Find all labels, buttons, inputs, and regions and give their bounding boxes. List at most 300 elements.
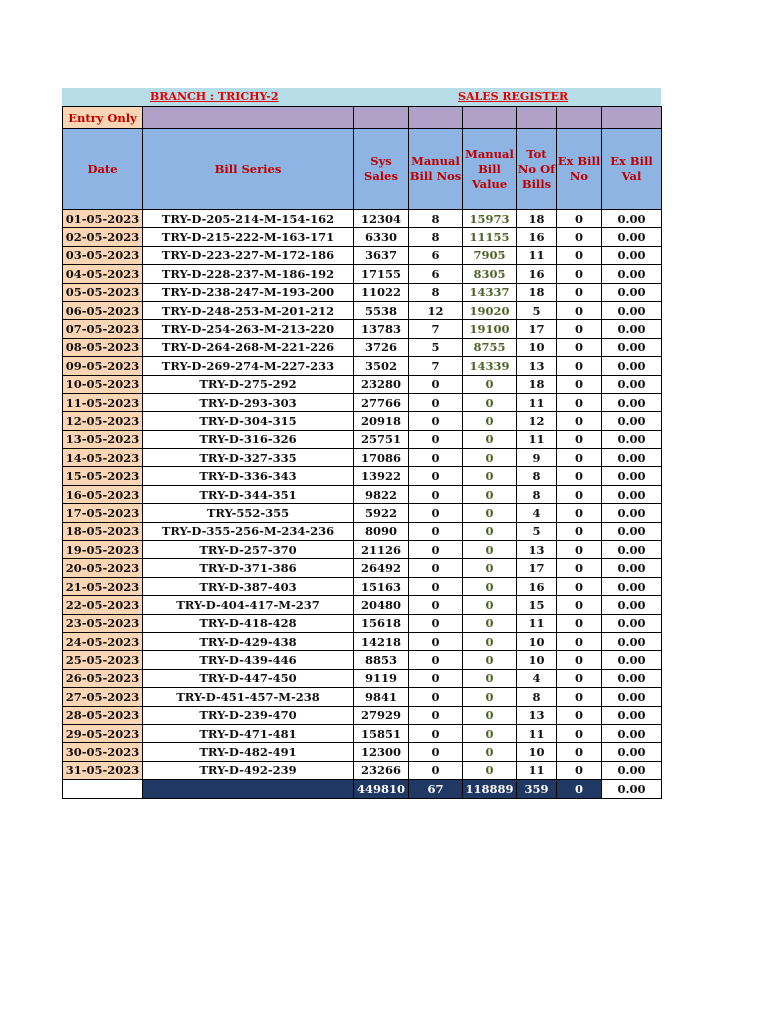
sys-sales-cell: 9822 xyxy=(354,485,409,503)
sales-table xyxy=(62,106,662,799)
col-header-manual-bill-value: Manual Bill Value xyxy=(463,129,517,210)
ex-bill-val-cell: 0.00 xyxy=(602,669,662,687)
manual-bill-nos-cell: 8 xyxy=(409,228,463,246)
manual-bill-value-cell: 0 xyxy=(463,467,517,485)
ex-bill-val-cell: 0.00 xyxy=(602,761,662,779)
table-row xyxy=(63,743,662,761)
sys-sales-cell: 17086 xyxy=(354,449,409,467)
sys-sales-cell: 12300 xyxy=(354,743,409,761)
manual-bill-nos-cell: 7 xyxy=(409,357,463,375)
sys-sales-cell: 27766 xyxy=(354,393,409,411)
tot-no-of-bills-cell: 16 xyxy=(517,577,557,595)
sys-sales-cell: 11022 xyxy=(354,283,409,301)
sys-sales-cell: 23280 xyxy=(354,375,409,393)
total-ex-bill-no: 0 xyxy=(557,780,602,799)
table-row xyxy=(63,265,662,283)
ex-bill-val-cell: 0.00 xyxy=(602,265,662,283)
tot-no-of-bills-cell: 13 xyxy=(517,357,557,375)
bill-series-cell: TRY-D-205-214-M-154-162 xyxy=(143,210,354,228)
bill-series-cell: TRY-D-257-370 xyxy=(143,541,354,559)
bill-series-cell: TRY-D-275-292 xyxy=(143,375,354,393)
manual-bill-value-cell: 0 xyxy=(463,577,517,595)
total-sys-sales: 449810 xyxy=(354,780,409,799)
ex-bill-no-cell: 0 xyxy=(557,246,602,264)
manual-bill-nos-cell: 0 xyxy=(409,559,463,577)
ex-bill-no-cell: 0 xyxy=(557,541,602,559)
tot-no-of-bills-cell: 11 xyxy=(517,761,557,779)
manual-bill-value-cell: 0 xyxy=(463,761,517,779)
ex-bill-no-cell: 0 xyxy=(557,393,602,411)
sys-sales-cell: 5922 xyxy=(354,504,409,522)
table-row xyxy=(63,522,662,540)
sys-sales-cell: 3637 xyxy=(354,246,409,264)
table-row xyxy=(63,283,662,301)
tot-no-of-bills-cell: 12 xyxy=(517,412,557,430)
ex-bill-no-cell: 0 xyxy=(557,504,602,522)
manual-bill-value-cell: 14339 xyxy=(463,357,517,375)
bill-series-cell: TRY-D-492-239 xyxy=(143,761,354,779)
tot-no-of-bills-cell: 13 xyxy=(517,541,557,559)
manual-bill-nos-cell: 0 xyxy=(409,412,463,430)
tot-no-of-bills-cell: 18 xyxy=(517,375,557,393)
date-cell: 12-05-2023 xyxy=(63,412,143,430)
date-cell: 18-05-2023 xyxy=(63,522,143,540)
ex-bill-val-cell: 0.00 xyxy=(602,246,662,264)
total-manual-bill-nos: 67 xyxy=(409,780,463,799)
date-cell: 09-05-2023 xyxy=(63,357,143,375)
manual-bill-value-cell: 7905 xyxy=(463,246,517,264)
date-cell: 15-05-2023 xyxy=(63,467,143,485)
ex-bill-val-cell: 0.00 xyxy=(602,210,662,228)
ex-bill-val-cell: 0.00 xyxy=(602,706,662,724)
ex-bill-val-cell: 0.00 xyxy=(602,283,662,301)
manual-bill-value-cell: 0 xyxy=(463,449,517,467)
bill-series-cell: TRY-D-293-303 xyxy=(143,393,354,411)
sys-sales-cell: 14218 xyxy=(354,632,409,650)
table-row xyxy=(63,320,662,338)
ex-bill-val-cell: 0.00 xyxy=(602,596,662,614)
date-cell: 08-05-2023 xyxy=(63,338,143,356)
ex-bill-val-cell: 0.00 xyxy=(602,449,662,467)
bill-series-cell: TRY-D-344-351 xyxy=(143,485,354,503)
ex-bill-val-cell: 0.00 xyxy=(602,228,662,246)
sys-sales-cell: 15163 xyxy=(354,577,409,595)
col-header-ex-bill-val: Ex Bill Val xyxy=(602,129,662,210)
manual-bill-nos-cell: 0 xyxy=(409,669,463,687)
ex-bill-no-cell: 0 xyxy=(557,357,602,375)
tot-no-of-bills-cell: 11 xyxy=(517,393,557,411)
manual-bill-value-cell: 0 xyxy=(463,541,517,559)
table-row xyxy=(63,706,662,724)
date-cell: 31-05-2023 xyxy=(63,761,143,779)
sys-sales-cell: 15851 xyxy=(354,724,409,742)
manual-bill-nos-cell: 0 xyxy=(409,632,463,650)
ex-bill-val-cell: 0.00 xyxy=(602,412,662,430)
manual-bill-value-cell: 15973 xyxy=(463,210,517,228)
date-cell: 23-05-2023 xyxy=(63,614,143,632)
sales-register-sheet xyxy=(62,88,661,799)
manual-bill-nos-cell: 0 xyxy=(409,541,463,559)
title-band xyxy=(62,88,661,106)
date-cell: 05-05-2023 xyxy=(63,283,143,301)
bill-series-cell: TRY-D-239-470 xyxy=(143,706,354,724)
date-cell: 26-05-2023 xyxy=(63,669,143,687)
table-row xyxy=(63,449,662,467)
ex-bill-no-cell: 0 xyxy=(557,210,602,228)
table-row xyxy=(63,632,662,650)
bill-series-cell: TRY-D-404-417-M-237 xyxy=(143,596,354,614)
col-header-date: Date xyxy=(63,129,143,210)
tot-no-of-bills-cell: 15 xyxy=(517,596,557,614)
sys-sales-cell: 20918 xyxy=(354,412,409,430)
manual-bill-nos-cell: 0 xyxy=(409,449,463,467)
bill-series-cell: TRY-D-387-403 xyxy=(143,577,354,595)
bill-series-cell: TRY-D-238-247-M-193-200 xyxy=(143,283,354,301)
date-cell: 04-05-2023 xyxy=(63,265,143,283)
manual-bill-nos-cell: 6 xyxy=(409,265,463,283)
sys-sales-cell: 9119 xyxy=(354,669,409,687)
table-row xyxy=(63,577,662,595)
entry-cell[interactable] xyxy=(143,107,354,129)
table-row xyxy=(63,412,662,430)
ex-bill-val-cell: 0.00 xyxy=(602,357,662,375)
ex-bill-no-cell: 0 xyxy=(557,632,602,650)
ex-bill-no-cell: 0 xyxy=(557,688,602,706)
manual-bill-value-cell: 0 xyxy=(463,375,517,393)
ex-bill-val-cell: 0.00 xyxy=(602,724,662,742)
ex-bill-val-cell: 0.00 xyxy=(602,688,662,706)
ex-bill-no-cell: 0 xyxy=(557,522,602,540)
bill-series-cell: TRY-D-304-315 xyxy=(143,412,354,430)
ex-bill-no-cell: 0 xyxy=(557,338,602,356)
sys-sales-cell: 9841 xyxy=(354,688,409,706)
sys-sales-cell: 3726 xyxy=(354,338,409,356)
manual-bill-value-cell: 19100 xyxy=(463,320,517,338)
bill-series-cell: TRY-552-355 xyxy=(143,504,354,522)
date-cell: 01-05-2023 xyxy=(63,210,143,228)
manual-bill-nos-cell: 6 xyxy=(409,246,463,264)
tot-no-of-bills-cell: 4 xyxy=(517,504,557,522)
date-cell: 10-05-2023 xyxy=(63,375,143,393)
manual-bill-value-cell: 0 xyxy=(463,559,517,577)
date-cell: 24-05-2023 xyxy=(63,632,143,650)
entry-cell[interactable] xyxy=(354,107,409,129)
manual-bill-nos-cell: 12 xyxy=(409,301,463,319)
date-cell: 17-05-2023 xyxy=(63,504,143,522)
sys-sales-cell: 13922 xyxy=(354,467,409,485)
manual-bill-nos-cell: 0 xyxy=(409,706,463,724)
bill-series-cell: TRY-D-336-343 xyxy=(143,467,354,485)
manual-bill-value-cell: 0 xyxy=(463,614,517,632)
bill-series-cell: TRY-D-327-335 xyxy=(143,449,354,467)
manual-bill-nos-cell: 0 xyxy=(409,743,463,761)
entry-cell[interactable] xyxy=(517,107,557,129)
totals-row xyxy=(63,780,662,799)
ex-bill-no-cell: 0 xyxy=(557,467,602,485)
ex-bill-no-cell: 0 xyxy=(557,761,602,779)
bill-series-cell: TRY-D-223-227-M-172-186 xyxy=(143,246,354,264)
ex-bill-no-cell: 0 xyxy=(557,430,602,448)
table-row xyxy=(63,669,662,687)
total-manual-bill-value: 118889 xyxy=(463,780,517,799)
sys-sales-cell: 25751 xyxy=(354,430,409,448)
table-row xyxy=(63,357,662,375)
ex-bill-val-cell: 0.00 xyxy=(602,320,662,338)
ex-bill-no-cell: 0 xyxy=(557,724,602,742)
bill-series-cell: TRY-D-269-274-M-227-233 xyxy=(143,357,354,375)
tot-no-of-bills-cell: 8 xyxy=(517,485,557,503)
ex-bill-no-cell: 0 xyxy=(557,669,602,687)
col-header-sys-sales: Sys Sales xyxy=(354,129,409,210)
manual-bill-value-cell: 14337 xyxy=(463,283,517,301)
column-header-row xyxy=(63,129,662,210)
sys-sales-cell: 15618 xyxy=(354,614,409,632)
bill-series-cell: TRY-D-418-428 xyxy=(143,614,354,632)
table-row xyxy=(63,210,662,228)
ex-bill-no-cell: 0 xyxy=(557,449,602,467)
bill-series-cell: TRY-D-471-481 xyxy=(143,724,354,742)
col-header-manual-bill-nos: Manual Bill Nos xyxy=(409,129,463,210)
date-cell: 07-05-2023 xyxy=(63,320,143,338)
totals-blank-cell xyxy=(63,780,143,799)
manual-bill-value-cell: 8755 xyxy=(463,338,517,356)
tot-no-of-bills-cell: 10 xyxy=(517,338,557,356)
manual-bill-nos-cell: 0 xyxy=(409,504,463,522)
ex-bill-no-cell: 0 xyxy=(557,320,602,338)
ex-bill-no-cell: 0 xyxy=(557,412,602,430)
date-cell: 29-05-2023 xyxy=(63,724,143,742)
manual-bill-value-cell: 0 xyxy=(463,504,517,522)
bill-series-cell: TRY-D-355-256-M-234-236 xyxy=(143,522,354,540)
sys-sales-cell: 26492 xyxy=(354,559,409,577)
table-row xyxy=(63,393,662,411)
ex-bill-val-cell: 0.00 xyxy=(602,632,662,650)
entry-row xyxy=(63,107,662,129)
sys-sales-cell: 23266 xyxy=(354,761,409,779)
ex-bill-no-cell: 0 xyxy=(557,596,602,614)
bill-series-cell: TRY-D-371-386 xyxy=(143,559,354,577)
table-row xyxy=(63,541,662,559)
manual-bill-value-cell: 0 xyxy=(463,706,517,724)
col-header-tot-no-of-bills: Tot No Of Bills xyxy=(517,129,557,210)
ex-bill-val-cell: 0.00 xyxy=(602,577,662,595)
sys-sales-cell: 13783 xyxy=(354,320,409,338)
table-row xyxy=(63,467,662,485)
manual-bill-nos-cell: 0 xyxy=(409,467,463,485)
manual-bill-value-cell: 0 xyxy=(463,743,517,761)
table-row xyxy=(63,724,662,742)
tot-no-of-bills-cell: 8 xyxy=(517,688,557,706)
manual-bill-value-cell: 0 xyxy=(463,412,517,430)
ex-bill-val-cell: 0.00 xyxy=(602,743,662,761)
tot-no-of-bills-cell: 17 xyxy=(517,320,557,338)
ex-bill-val-cell: 0.00 xyxy=(602,338,662,356)
sys-sales-cell: 8853 xyxy=(354,651,409,669)
tot-no-of-bills-cell: 8 xyxy=(517,467,557,485)
totals-label-cell xyxy=(143,780,354,799)
tot-no-of-bills-cell: 18 xyxy=(517,283,557,301)
sys-sales-cell: 20480 xyxy=(354,596,409,614)
manual-bill-nos-cell: 0 xyxy=(409,688,463,706)
tot-no-of-bills-cell: 11 xyxy=(517,430,557,448)
bill-series-cell: TRY-D-482-491 xyxy=(143,743,354,761)
manual-bill-value-cell: 0 xyxy=(463,393,517,411)
total-ex-bill-val: 0.00 xyxy=(602,780,662,799)
ex-bill-val-cell: 0.00 xyxy=(602,651,662,669)
ex-bill-val-cell: 0.00 xyxy=(602,485,662,503)
tot-no-of-bills-cell: 5 xyxy=(517,301,557,319)
table-row xyxy=(63,559,662,577)
register-title: SALES REGISTER xyxy=(458,90,569,103)
table-row xyxy=(63,614,662,632)
ex-bill-val-cell: 0.00 xyxy=(602,467,662,485)
bill-series-cell: TRY-D-215-222-M-163-171 xyxy=(143,228,354,246)
sys-sales-cell: 21126 xyxy=(354,541,409,559)
date-cell: 21-05-2023 xyxy=(63,577,143,595)
bill-series-cell: TRY-D-248-253-M-201-212 xyxy=(143,301,354,319)
sys-sales-cell: 27929 xyxy=(354,706,409,724)
manual-bill-nos-cell: 0 xyxy=(409,375,463,393)
manual-bill-nos-cell: 0 xyxy=(409,393,463,411)
ex-bill-val-cell: 0.00 xyxy=(602,614,662,632)
bill-series-cell: TRY-D-228-237-M-186-192 xyxy=(143,265,354,283)
date-cell: 22-05-2023 xyxy=(63,596,143,614)
total-tot-no-of-bills: 359 xyxy=(517,780,557,799)
manual-bill-nos-cell: 0 xyxy=(409,577,463,595)
manual-bill-nos-cell: 0 xyxy=(409,485,463,503)
sys-sales-cell: 6330 xyxy=(354,228,409,246)
manual-bill-value-cell: 0 xyxy=(463,596,517,614)
ex-bill-val-cell: 0.00 xyxy=(602,541,662,559)
ex-bill-no-cell: 0 xyxy=(557,265,602,283)
manual-bill-nos-cell: 8 xyxy=(409,283,463,301)
table-row xyxy=(63,504,662,522)
ex-bill-no-cell: 0 xyxy=(557,706,602,724)
branch-title: BRANCH : TRICHY-2 xyxy=(150,90,279,103)
table-row xyxy=(63,246,662,264)
tot-no-of-bills-cell: 18 xyxy=(517,210,557,228)
table-row xyxy=(63,430,662,448)
ex-bill-val-cell: 0.00 xyxy=(602,301,662,319)
table-row xyxy=(63,688,662,706)
date-cell: 28-05-2023 xyxy=(63,706,143,724)
bill-series-cell: TRY-D-451-457-M-238 xyxy=(143,688,354,706)
manual-bill-value-cell: 0 xyxy=(463,688,517,706)
col-header-ex-bill-no: Ex Bill No xyxy=(557,129,602,210)
sys-sales-cell: 8090 xyxy=(354,522,409,540)
date-cell: 27-05-2023 xyxy=(63,688,143,706)
sys-sales-cell: 3502 xyxy=(354,357,409,375)
date-cell: 20-05-2023 xyxy=(63,559,143,577)
entry-cell[interactable] xyxy=(602,107,662,129)
sys-sales-cell: 17155 xyxy=(354,265,409,283)
manual-bill-value-cell: 19020 xyxy=(463,301,517,319)
table-row xyxy=(63,761,662,779)
ex-bill-no-cell: 0 xyxy=(557,577,602,595)
tot-no-of-bills-cell: 4 xyxy=(517,669,557,687)
bill-series-cell: TRY-D-264-268-M-221-226 xyxy=(143,338,354,356)
date-cell: 03-05-2023 xyxy=(63,246,143,264)
ex-bill-no-cell: 0 xyxy=(557,228,602,246)
tot-no-of-bills-cell: 10 xyxy=(517,651,557,669)
ex-bill-val-cell: 0.00 xyxy=(602,504,662,522)
table-row xyxy=(63,485,662,503)
date-cell: 06-05-2023 xyxy=(63,301,143,319)
date-cell: 30-05-2023 xyxy=(63,743,143,761)
tot-no-of-bills-cell: 5 xyxy=(517,522,557,540)
date-cell: 14-05-2023 xyxy=(63,449,143,467)
col-header-bill-series: Bill Series xyxy=(143,129,354,210)
manual-bill-nos-cell: 7 xyxy=(409,320,463,338)
entry-only-label: Entry Only xyxy=(63,107,143,129)
entry-cell[interactable] xyxy=(409,107,463,129)
tot-no-of-bills-cell: 9 xyxy=(517,449,557,467)
bill-series-cell: TRY-D-429-438 xyxy=(143,632,354,650)
date-cell: 25-05-2023 xyxy=(63,651,143,669)
bill-series-cell: TRY-D-316-326 xyxy=(143,430,354,448)
manual-bill-value-cell: 11155 xyxy=(463,228,517,246)
bill-series-cell: TRY-D-439-446 xyxy=(143,651,354,669)
ex-bill-no-cell: 0 xyxy=(557,614,602,632)
manual-bill-nos-cell: 0 xyxy=(409,522,463,540)
ex-bill-val-cell: 0.00 xyxy=(602,375,662,393)
ex-bill-no-cell: 0 xyxy=(557,301,602,319)
tot-no-of-bills-cell: 10 xyxy=(517,743,557,761)
date-cell: 11-05-2023 xyxy=(63,393,143,411)
tot-no-of-bills-cell: 11 xyxy=(517,614,557,632)
bill-series-cell: TRY-D-254-263-M-213-220 xyxy=(143,320,354,338)
entry-cell[interactable] xyxy=(463,107,517,129)
date-cell: 13-05-2023 xyxy=(63,430,143,448)
sys-sales-cell: 5538 xyxy=(354,301,409,319)
date-cell: 02-05-2023 xyxy=(63,228,143,246)
tot-no-of-bills-cell: 17 xyxy=(517,559,557,577)
manual-bill-value-cell: 0 xyxy=(463,632,517,650)
manual-bill-nos-cell: 5 xyxy=(409,338,463,356)
bill-series-cell: TRY-D-447-450 xyxy=(143,669,354,687)
ex-bill-no-cell: 0 xyxy=(557,651,602,669)
table-row xyxy=(63,651,662,669)
manual-bill-value-cell: 0 xyxy=(463,669,517,687)
date-cell: 16-05-2023 xyxy=(63,485,143,503)
tot-no-of-bills-cell: 16 xyxy=(517,265,557,283)
manual-bill-value-cell: 0 xyxy=(463,651,517,669)
manual-bill-nos-cell: 8 xyxy=(409,210,463,228)
manual-bill-value-cell: 0 xyxy=(463,724,517,742)
table-row xyxy=(63,596,662,614)
table-row xyxy=(63,338,662,356)
tot-no-of-bills-cell: 16 xyxy=(517,228,557,246)
ex-bill-no-cell: 0 xyxy=(557,283,602,301)
ex-bill-val-cell: 0.00 xyxy=(602,430,662,448)
tot-no-of-bills-cell: 10 xyxy=(517,632,557,650)
manual-bill-nos-cell: 0 xyxy=(409,724,463,742)
ex-bill-val-cell: 0.00 xyxy=(602,559,662,577)
manual-bill-nos-cell: 0 xyxy=(409,614,463,632)
ex-bill-val-cell: 0.00 xyxy=(602,522,662,540)
ex-bill-no-cell: 0 xyxy=(557,559,602,577)
manual-bill-value-cell: 0 xyxy=(463,430,517,448)
entry-cell[interactable] xyxy=(557,107,602,129)
manual-bill-nos-cell: 0 xyxy=(409,761,463,779)
manual-bill-nos-cell: 0 xyxy=(409,651,463,669)
ex-bill-no-cell: 0 xyxy=(557,743,602,761)
ex-bill-no-cell: 0 xyxy=(557,485,602,503)
manual-bill-nos-cell: 0 xyxy=(409,430,463,448)
table-row xyxy=(63,228,662,246)
tot-no-of-bills-cell: 11 xyxy=(517,724,557,742)
manual-bill-value-cell: 8305 xyxy=(463,265,517,283)
